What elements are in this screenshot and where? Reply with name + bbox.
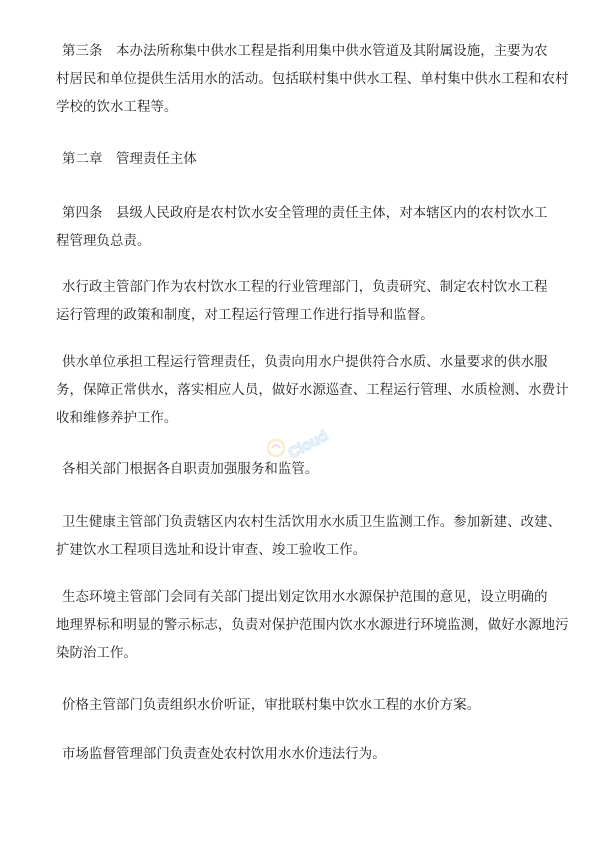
text-line: 生态环境主管部门会同有关部门提出划定饮用水水源保护范围的意见，设立明确的 [62,590,548,605]
text-line: 水行政主管部门作为农村饮水工程的行业管理部门，负责研究、制定农村饮水工程 [62,280,548,295]
watermark-text: Cloud [285,427,332,463]
text-line: 务，保障正常供水，落实相应人员，做好水源巡查、工程运行管理、水质检测、水费计 [56,383,569,398]
text-line: 各相关部门根据各自职责加强服务和监管。 [62,462,319,477]
cloud-watermark-icon [262,408,336,468]
paragraph-health-dept [56,509,562,565]
text-line: 第三条 本办法所称集中供水工程是指利用集中供水管道及其附属设施，主要为农 [62,44,548,59]
paragraph-price-dept [62,692,538,720]
chapter-2-heading [62,146,538,174]
text-line: 程管理负总责。 [56,234,151,249]
text-line: 第二章 管理责任主体 [62,152,197,167]
text-line: 扩建饮水工程项目选址和设计审查、竣工验收工作。 [56,543,367,558]
text-line: 卫生健康主管部门负责辖区内农村生活饮用水水质卫生监测工作。参加新建、改建、 [62,515,562,530]
text-line: 染防治工作。 [56,646,137,661]
text-line: 市场监督管理部门负责查处农村饮用水水价违法行为。 [62,747,386,762]
paragraph-article-3 [56,38,569,122]
text-line: 第四条 县级人民政府是农村饮水安全管理的责任主体，对本辖区内的农村饮水工 [62,206,548,221]
paragraph-market-supervision-dept [62,741,538,769]
text-line: 收和维修养护工作。 [56,411,178,426]
paragraph-water-admin-dept [56,274,548,330]
text-line: 运行管理的政策和制度，对工程运行管理工作进行指导和监督。 [56,308,434,323]
text-line: 村居民和单位提供生活用水的活动。包括联村集中供水工程、单村集中供水工程和农村 [56,72,569,87]
text-line: 供水单位承担工程运行管理责任，负责向用水户提供符合水质、水量要求的供水服 [62,355,548,370]
text-line: 地理界标和明显的警示标志，负责对保护范围内饮水水源进行环境监测，做好水源地污 [56,618,569,633]
text-line: 价格主管部门负责组织水价听证，审批联村集中饮水工程的水价方案。 [62,698,481,713]
paragraph-eco-env-dept [56,584,569,668]
text-line: 学校的饮水工程等。 [56,100,178,115]
paragraph-article-4 [56,200,548,256]
